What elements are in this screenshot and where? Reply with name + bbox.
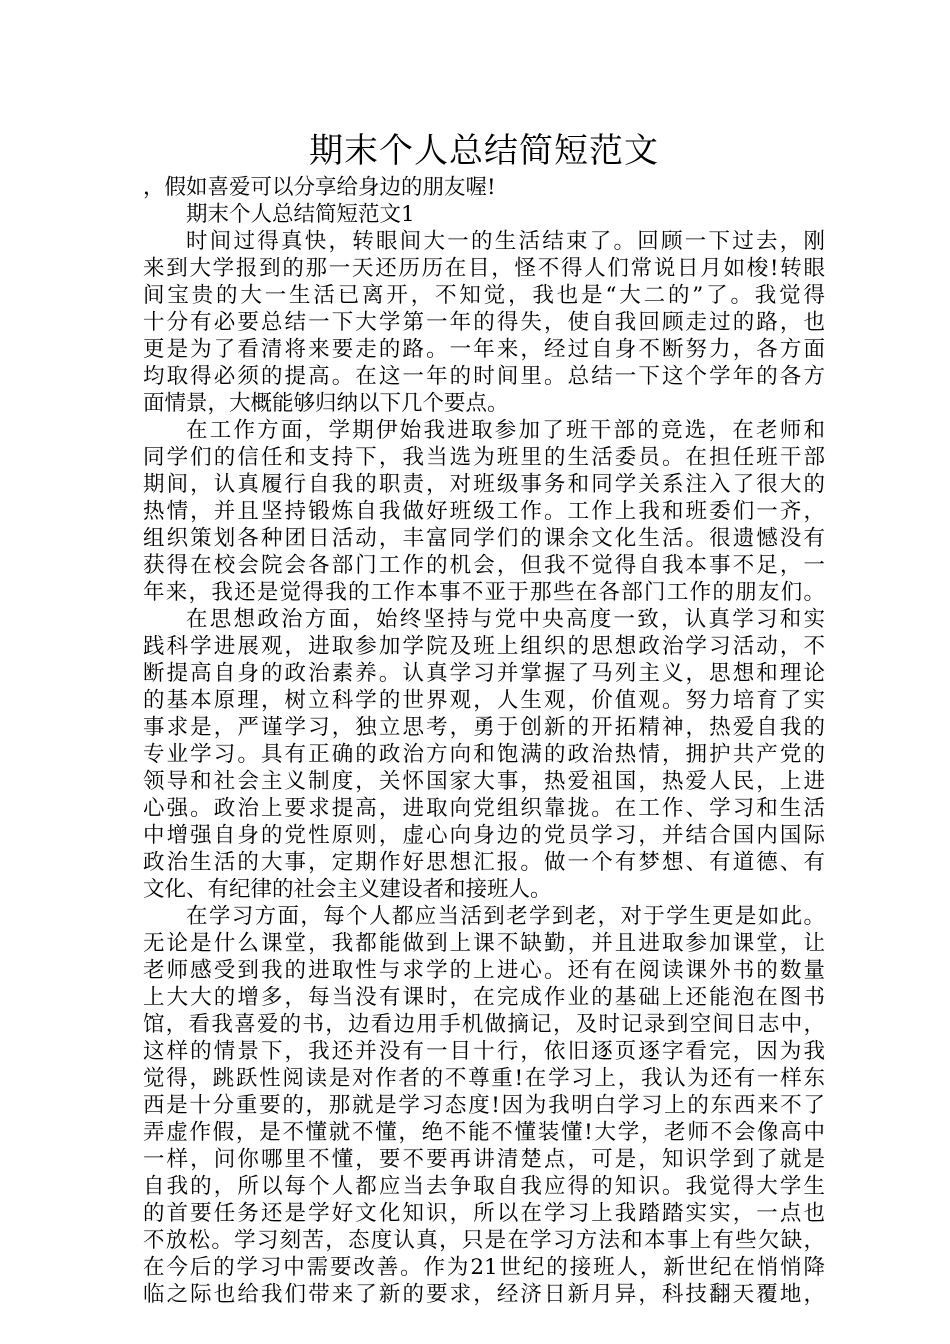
document-body: [143, 174, 825, 1308]
text-line: 践科学进展观，进取参加学院及班上组织的思想政治学习活动，不: [143, 634, 825, 659]
text-line: 期末个人总结简短范文1: [186, 202, 415, 227]
text-line: 专业学习。具有正确的政治方向和饱满的政治热情，拥护共产党的: [143, 742, 825, 767]
text-line: 在工作方面，学期伊始我进取参加了班干部的竞选，在老师和: [186, 418, 825, 443]
text-line: 均取得必须的提高。在这一年的时间里。总结一下这个学年的各方: [143, 364, 825, 389]
text-line: 同学们的信任和支持下，我当选为班里的生活委员。在担任班干部: [143, 445, 825, 470]
text-line: 面情景，大概能够归纳以下几个要点。: [143, 391, 509, 416]
text-line: 一样，问你哪里不懂，要不要再讲清楚点，可是，知识学到了就是: [143, 1147, 825, 1172]
text-line: 觉得，跳跃性阅读是对作者的不尊重!在学习上，我认为还有一样东: [143, 1066, 825, 1091]
text-line: 在思想政治方面，始终坚持与党中央高度一致，认真学习和实: [186, 607, 825, 632]
text-line: 来到大学报到的那一天还历历在目，怪不得人们常说日月如梭!转眼: [143, 256, 825, 281]
text-line: 文化、有纪律的社会主义建设者和接班人。: [143, 877, 552, 902]
text-line: 年来，我还是觉得我的工作本事不亚于那些在各部门工作的朋友们。: [143, 580, 825, 605]
text-line: 心强。政治上要求提高，进取向党组织靠拢。在工作、学习和生活: [143, 796, 825, 821]
text-line: 政治生活的大事，定期作好思想汇报。做一个有梦想、有道德、有: [143, 850, 825, 875]
text-line: 弄虚作假，是不懂就不懂，绝不能不懂装懂!大学，老师不会像高中: [143, 1120, 825, 1145]
text-line: 自我的，所以每个人都应当去争取自我应得的知识。我觉得大学生: [143, 1174, 825, 1199]
text-line: 在今后的学习中需要改善。作为21世纪的接班人，新世纪在悄悄降: [143, 1255, 825, 1280]
text-line: 中增强自身的党性原则，虚心向身边的党员学习，并结合国内国际: [143, 823, 825, 848]
text-line: 热情，并且坚持锻炼自我做好班级工作。工作上我和班委们一齐，: [143, 499, 825, 524]
text-line: 馆，看我喜爱的书，边看边用手机做摘记，及时记录到空间日志中，: [143, 1012, 825, 1037]
text-line: 期间，认真履行自我的职责，对班级事务和同学关系注入了很大的: [143, 472, 825, 497]
text-line: 的基本原理，树立科学的世界观，人生观，价值观。努力培育了实: [143, 688, 825, 713]
text-line: 上大大的增多，每当没有课时，在完成作业的基础上还能泡在图书: [143, 985, 825, 1010]
text-line: 不放松。学习刻苦，态度认真，只是在学习方法和本事上有些欠缺，: [143, 1228, 825, 1253]
text-line: 这样的情景下，我还并没有一目十行，依旧逐页逐字看完，因为我: [143, 1039, 825, 1064]
text-line: 更是为了看清将来要走的路。一年来，经过自身不断努力，各方面: [143, 337, 825, 362]
text-line: 西是十分重要的，那就是学习态度!因为我明白学习上的东西来不了: [143, 1093, 825, 1118]
document-page: [143, 128, 825, 1308]
text-line: 在学习方面，每个人都应当活到老学到老，对于学生更是如此。: [186, 904, 825, 929]
text-line: 断提高自身的政治素养。认真学习并掌握了马列主义，思想和理论: [143, 661, 825, 686]
text-line: ，假如喜爱可以分享给身边的朋友喔!: [143, 175, 496, 200]
text-line: 间宝贵的大一生活已离开，不知觉，我也是“大二的”了。我觉得: [143, 283, 825, 308]
text-line: 事求是，严谨学习，独立思考，勇于创新的开拓精神，热爱自我的: [143, 715, 825, 740]
text-line: 十分有必要总结一下大学第一年的得失，使自我回顾走过的路，也: [143, 310, 825, 335]
text-line: 老师感受到我的进取性与求学的上进心。还有在阅读课外书的数量: [143, 958, 825, 983]
document-title: 期末个人总结简短范文: [309, 131, 659, 171]
text-line: 的首要任务还是学好文化知识，所以在学习上我踏踏实实，一点也: [143, 1201, 825, 1226]
text-line: 领导和社会主义制度，关怀国家大事，热爱祖国，热爱人民，上进: [143, 769, 825, 794]
text-line: 组织策划各种团日活动，丰富同学们的课余文化生活。很遗憾没有: [143, 526, 825, 551]
text-line: 临之际也给我们带来了新的要求，经济日新月异，科技翻天覆地，: [143, 1282, 825, 1307]
text-line: 获得在校会院会各部门工作的机会，但我不觉得自我本事不足，一: [143, 553, 825, 578]
text-line: 无论是什么课堂，我都能做到上课不缺勤，并且进取参加课堂，让: [143, 931, 825, 956]
text-line: 时间过得真快，转眼间大一的生活结束了。回顾一下过去，刚: [186, 229, 825, 254]
